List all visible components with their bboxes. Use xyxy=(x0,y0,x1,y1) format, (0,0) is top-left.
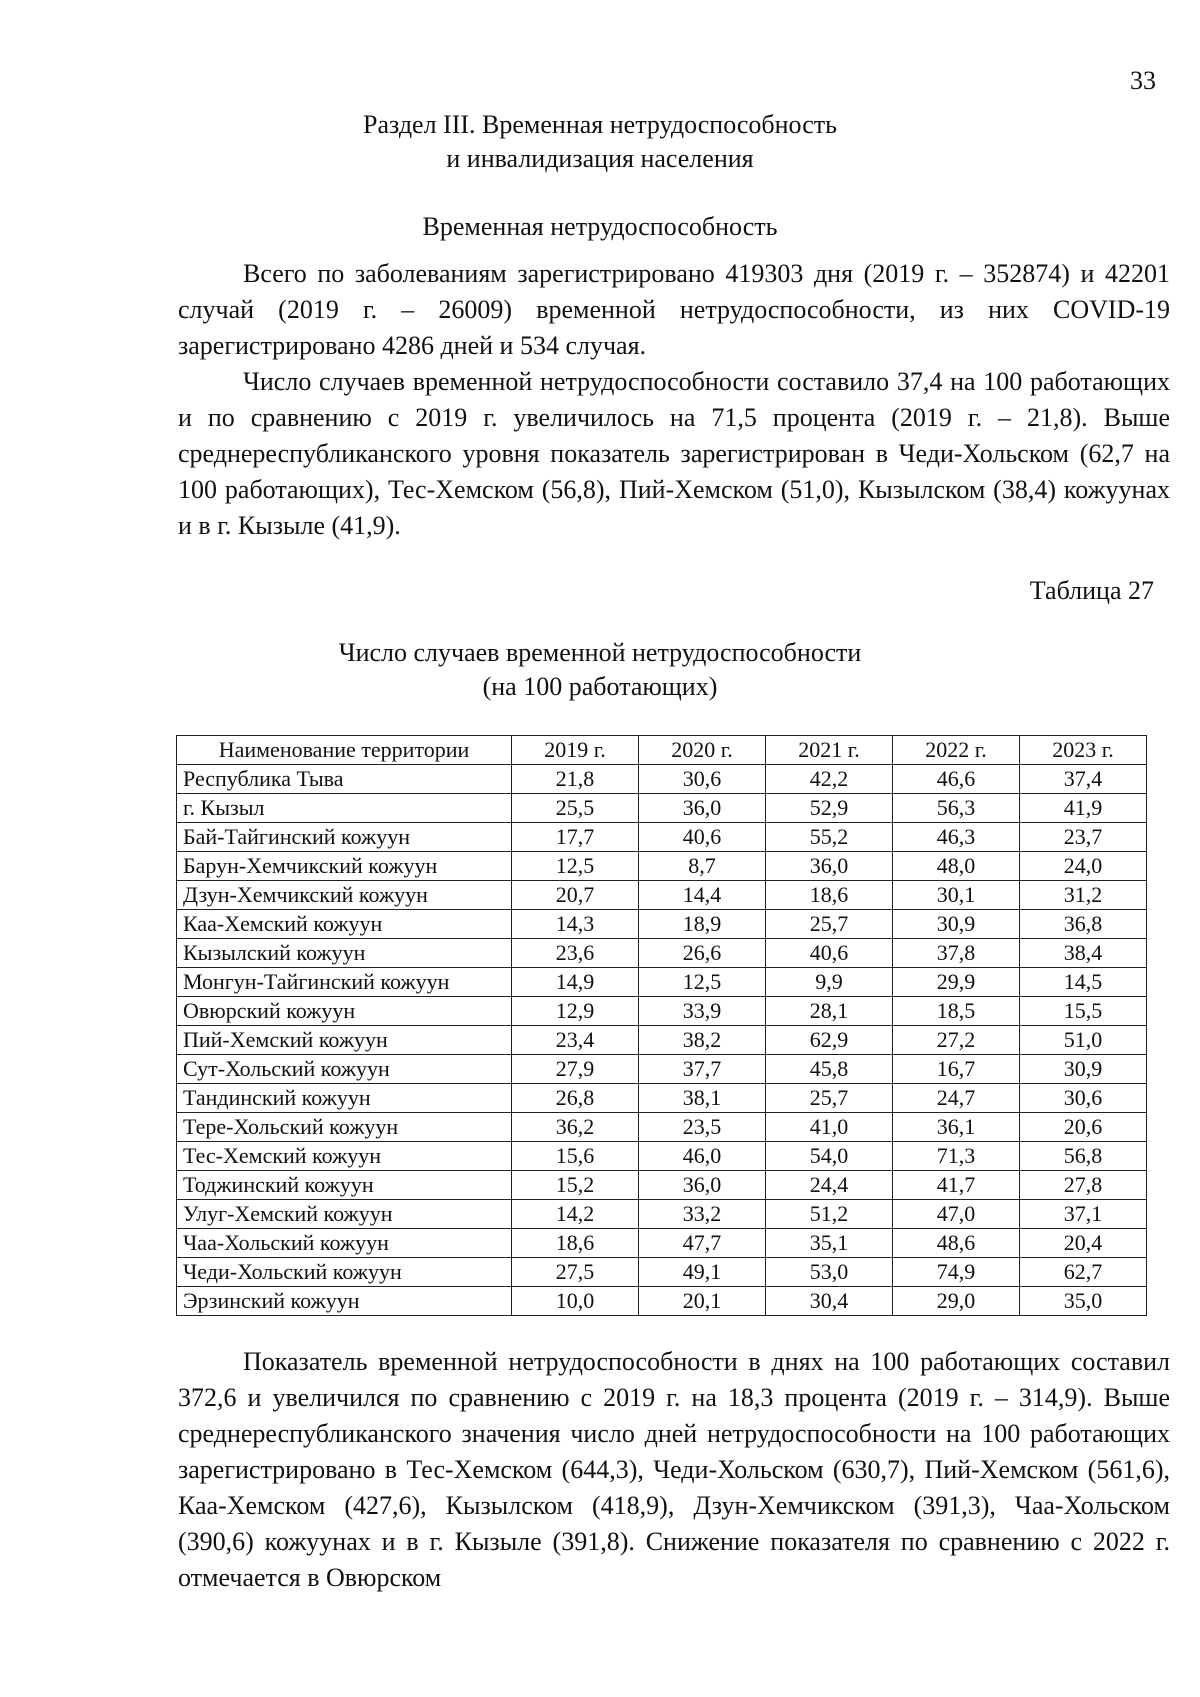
data-table xyxy=(176,735,1147,1316)
header-territory: Наименование территории xyxy=(177,736,512,765)
value-cell: 27,8 xyxy=(1020,1171,1147,1200)
value-cell: 23,5 xyxy=(639,1113,766,1142)
header-2023: 2023 г. xyxy=(1020,736,1147,765)
value-cell: 37,8 xyxy=(893,939,1020,968)
paragraph-3: Показатель временной нетрудоспособности в днях на 100 работающих составил 372,6 и увеличился по сравнению с 2019 г. на 18,3 процента (2019 г. – 314,9). Выше среднереспубликанского значения число дней нетрудоспособности на 100 работающих зарегистрировано в Тес-Хемском (644,3), Чеди-Хольском (630,7), Пий-Хемском (561,6), Каа-Хемском (427,6), Кызылском (418,9), Дзун-Хемчикском (391,3), Чаа-Хольском (390,6) кожуунах и в г. Кызыле (391,8). Снижение показателя по сравнению с 2022 г. отмечается в Овюрском xyxy=(178,1347,1170,1592)
territory-cell: Чаа-Хольский кожуун xyxy=(177,1229,512,1258)
value-cell: 18,6 xyxy=(512,1229,639,1258)
value-cell: 36,2 xyxy=(512,1113,639,1142)
section-title-line-1: Раздел III. Временная нетрудоспособность xyxy=(363,110,837,139)
territory-cell: Монгун-Тайгинский кожуун xyxy=(177,968,512,997)
value-cell: 52,9 xyxy=(766,794,893,823)
table-row xyxy=(177,1084,1147,1113)
value-cell: 18,9 xyxy=(639,910,766,939)
territory-cell: Сут-Хольский кожуун xyxy=(177,1055,512,1084)
value-cell: 45,8 xyxy=(766,1055,893,1084)
value-cell: 30,6 xyxy=(639,765,766,794)
territory-cell: Дзун-Хемчикский кожуун xyxy=(177,881,512,910)
value-cell: 33,9 xyxy=(639,997,766,1026)
value-cell: 25,7 xyxy=(766,910,893,939)
territory-cell: г. Кызыл xyxy=(177,794,512,823)
value-cell: 30,9 xyxy=(893,910,1020,939)
value-cell: 20,1 xyxy=(639,1287,766,1316)
territory-cell: Республика Тыва xyxy=(177,765,512,794)
value-cell: 30,4 xyxy=(766,1287,893,1316)
value-cell: 14,3 xyxy=(512,910,639,939)
header-2021: 2021 г. xyxy=(766,736,893,765)
value-cell: 48,0 xyxy=(893,852,1020,881)
value-cell: 29,9 xyxy=(893,968,1020,997)
territory-cell: Пий-Хемский кожуун xyxy=(177,1026,512,1055)
value-cell: 35,0 xyxy=(1020,1287,1147,1316)
territory-cell: Чеди-Хольский кожуун xyxy=(177,1258,512,1287)
table-row xyxy=(177,939,1147,968)
value-cell: 29,0 xyxy=(893,1287,1020,1316)
value-cell: 37,1 xyxy=(1020,1200,1147,1229)
value-cell: 31,2 xyxy=(1020,881,1147,910)
value-cell: 14,2 xyxy=(512,1200,639,1229)
value-cell: 37,7 xyxy=(639,1055,766,1084)
territory-cell: Тес-Хемский кожуун xyxy=(177,1142,512,1171)
value-cell: 14,4 xyxy=(639,881,766,910)
value-cell: 36,0 xyxy=(766,852,893,881)
value-cell: 9,9 xyxy=(766,968,893,997)
value-cell: 37,4 xyxy=(1020,765,1147,794)
value-cell: 47,7 xyxy=(639,1229,766,1258)
page-number: 33 xyxy=(1130,66,1156,95)
value-cell: 14,5 xyxy=(1020,968,1147,997)
territory-cell: Эрзинский кожуун xyxy=(177,1287,512,1316)
value-cell: 18,5 xyxy=(893,997,1020,1026)
value-cell: 24,7 xyxy=(893,1084,1020,1113)
header-2022: 2022 г. xyxy=(893,736,1020,765)
table-row xyxy=(177,1113,1147,1142)
value-cell: 26,8 xyxy=(512,1084,639,1113)
header-2020: 2020 г. xyxy=(639,736,766,765)
table-row xyxy=(177,823,1147,852)
table-row xyxy=(177,1026,1147,1055)
value-cell: 18,6 xyxy=(766,881,893,910)
value-cell: 41,9 xyxy=(1020,794,1147,823)
value-cell: 28,1 xyxy=(766,997,893,1026)
value-cell: 24,4 xyxy=(766,1171,893,1200)
value-cell: 30,6 xyxy=(1020,1084,1147,1113)
paragraph-1: Всего по заболеваниям зарегистрировано 419303 дня (2019 г. – 352874) и 42201 случай (2019 г. – 26009) временной нетрудоспособности, из них COVID-19 зарегистрировано 4286 дней и 534 случая. xyxy=(178,259,1170,360)
value-cell: 23,7 xyxy=(1020,823,1147,852)
value-cell: 24,0 xyxy=(1020,852,1147,881)
territory-cell: Барун-Хемчикский кожуун xyxy=(177,852,512,881)
table-row xyxy=(177,765,1147,794)
value-cell: 41,7 xyxy=(893,1171,1020,1200)
table-title-line-2: (на 100 работающих) xyxy=(482,672,718,701)
value-cell: 36,8 xyxy=(1020,910,1147,939)
value-cell: 46,3 xyxy=(893,823,1020,852)
value-cell: 17,7 xyxy=(512,823,639,852)
section-title xyxy=(0,108,1200,176)
value-cell: 49,1 xyxy=(639,1258,766,1287)
table-row xyxy=(177,794,1147,823)
header-2019: 2019 г. xyxy=(512,736,639,765)
table-row xyxy=(177,1287,1147,1316)
value-cell: 12,9 xyxy=(512,997,639,1026)
value-cell: 20,7 xyxy=(512,881,639,910)
territory-cell: Тандинский кожуун xyxy=(177,1084,512,1113)
value-cell: 36,0 xyxy=(639,1171,766,1200)
value-cell: 30,1 xyxy=(893,881,1020,910)
value-cell: 38,2 xyxy=(639,1026,766,1055)
territory-cell: Улуг-Хемский кожуун xyxy=(177,1200,512,1229)
value-cell: 36,1 xyxy=(893,1113,1020,1142)
table-row xyxy=(177,1229,1147,1258)
value-cell: 62,9 xyxy=(766,1026,893,1055)
territory-cell: Овюрский кожуун xyxy=(177,997,512,1026)
value-cell: 25,7 xyxy=(766,1084,893,1113)
value-cell: 12,5 xyxy=(512,852,639,881)
territory-cell: Кызылский кожуун xyxy=(177,939,512,968)
value-cell: 21,8 xyxy=(512,765,639,794)
subheading: Временная нетрудоспособность xyxy=(422,212,778,241)
paragraph-2: Число случаев временной нетрудоспособности составило 37,4 на 100 работающих и по сравнению с 2019 г. увеличилось на 71,5 процента (2019 г. – 21,8). Выше среднереспубликанского уровня показатель зарегистрирован в Чеди-Хольском (62,7 на 100 работающих), Тес-Хемском (56,8), Пий-Хемском (51,0), Кызылском (38,4) кожуунах и в г. Кызыле (41,9). xyxy=(178,367,1170,540)
value-cell: 27,5 xyxy=(512,1258,639,1287)
table-header-row xyxy=(177,736,1147,765)
value-cell: 33,2 xyxy=(639,1200,766,1229)
table-row xyxy=(177,997,1147,1026)
table-row xyxy=(177,852,1147,881)
territory-cell: Бай-Тайгинский кожуун xyxy=(177,823,512,852)
value-cell: 40,6 xyxy=(639,823,766,852)
value-cell: 55,2 xyxy=(766,823,893,852)
section-title-line-2: и инвалидизация населения xyxy=(446,144,754,173)
value-cell: 15,6 xyxy=(512,1142,639,1171)
value-cell: 23,4 xyxy=(512,1026,639,1055)
value-cell: 25,5 xyxy=(512,794,639,823)
value-cell: 38,4 xyxy=(1020,939,1147,968)
table-row xyxy=(177,1171,1147,1200)
table-row xyxy=(177,1055,1147,1084)
value-cell: 53,0 xyxy=(766,1258,893,1287)
table-title xyxy=(0,636,1200,704)
value-cell: 51,2 xyxy=(766,1200,893,1229)
value-cell: 14,9 xyxy=(512,968,639,997)
value-cell: 8,7 xyxy=(639,852,766,881)
value-cell: 38,1 xyxy=(639,1084,766,1113)
territory-cell: Тоджинский кожуун xyxy=(177,1171,512,1200)
value-cell: 20,6 xyxy=(1020,1113,1147,1142)
value-cell: 20,4 xyxy=(1020,1229,1147,1258)
table-row xyxy=(177,910,1147,939)
value-cell: 46,0 xyxy=(639,1142,766,1171)
value-cell: 51,0 xyxy=(1020,1026,1147,1055)
value-cell: 35,1 xyxy=(766,1229,893,1258)
value-cell: 23,6 xyxy=(512,939,639,968)
value-cell: 27,2 xyxy=(893,1026,1020,1055)
value-cell: 40,6 xyxy=(766,939,893,968)
value-cell: 12,5 xyxy=(639,968,766,997)
value-cell: 71,3 xyxy=(893,1142,1020,1171)
value-cell: 27,9 xyxy=(512,1055,639,1084)
value-cell: 56,8 xyxy=(1020,1142,1147,1171)
table-title-line-1: Число случаев временной нетрудоспособности xyxy=(338,638,862,667)
territory-cell: Тере-Хольский кожуун xyxy=(177,1113,512,1142)
value-cell: 54,0 xyxy=(766,1142,893,1171)
table-body xyxy=(177,765,1147,1316)
value-cell: 48,6 xyxy=(893,1229,1020,1258)
value-cell: 36,0 xyxy=(639,794,766,823)
value-cell: 26,6 xyxy=(639,939,766,968)
value-cell: 15,2 xyxy=(512,1171,639,1200)
value-cell: 10,0 xyxy=(512,1287,639,1316)
value-cell: 16,7 xyxy=(893,1055,1020,1084)
value-cell: 15,5 xyxy=(1020,997,1147,1026)
table-label: Таблица 27 xyxy=(1029,576,1154,605)
territory-cell: Каа-Хемский кожуун xyxy=(177,910,512,939)
value-cell: 56,3 xyxy=(893,794,1020,823)
value-cell: 46,6 xyxy=(893,765,1020,794)
table-row xyxy=(177,1200,1147,1229)
value-cell: 42,2 xyxy=(766,765,893,794)
table-row xyxy=(177,1142,1147,1171)
table-row xyxy=(177,1258,1147,1287)
value-cell: 30,9 xyxy=(1020,1055,1147,1084)
value-cell: 41,0 xyxy=(766,1113,893,1142)
value-cell: 47,0 xyxy=(893,1200,1020,1229)
table-row xyxy=(177,881,1147,910)
value-cell: 74,9 xyxy=(893,1258,1020,1287)
value-cell: 62,7 xyxy=(1020,1258,1147,1287)
table-row xyxy=(177,968,1147,997)
